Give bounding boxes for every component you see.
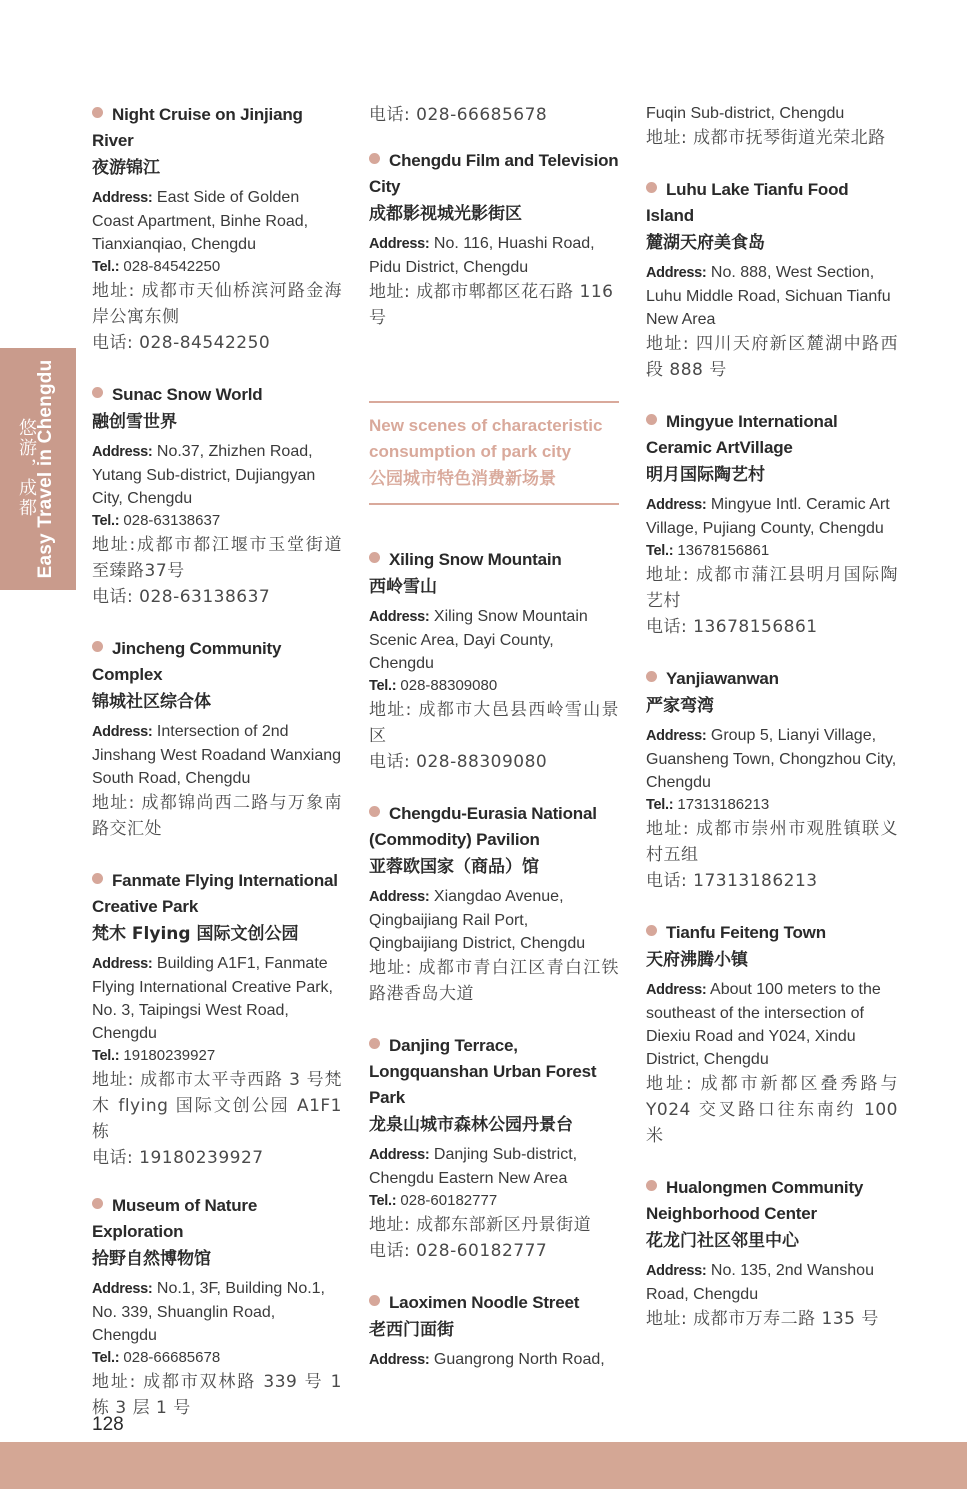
entry-title: Yanjiawanwan — [646, 666, 898, 692]
entry-tianfu-feiteng — [646, 920, 898, 1149]
entry-title-zh: 融创雪世界 — [92, 412, 177, 432]
entry-title: Luhu Lake Tianfu Food Island — [646, 180, 849, 225]
entry-address-zh: 地址: 成都东部新区丹景街道 — [369, 1215, 592, 1235]
entry-address: Address: Xiangdao Avenue, Qingbaijiang Rail Port, Qingbaijiang District, Chengdu — [369, 888, 586, 952]
entry-address: Address: Intersection of 2nd Jinshang West Roadand Wanxiang South Road, Chengdu — [92, 723, 342, 787]
entry-address: Address: No. 135, 2nd Wanshou Road, Chengdu — [646, 1262, 874, 1303]
entry-mingyue-ceramic — [646, 409, 898, 640]
bullet-icon — [646, 671, 657, 682]
bullet-icon — [646, 414, 657, 425]
entry-address-zh: 地址: 四川天府新区麓湖中路西段 888 号 — [646, 334, 898, 380]
entry-tel: Tel.: 17313186213 — [646, 796, 770, 813]
entry-address-zh: 地址: 成都市双林路 339 号 1 栋 3 层 1 号 — [92, 1372, 342, 1418]
entry-phone-zh: 电话: 028-88309080 — [369, 752, 548, 772]
entry-title-zh: 亚蓉欧国家（商品）馆 — [369, 857, 539, 877]
entry-title: Museum of Nature Exploration — [92, 1196, 258, 1241]
entry-address: Address: Mingyue Intl. Ceramic Art Village, Pujiang County, Chengdu — [646, 496, 890, 537]
entry-phone-zh: 电话: 19180239927 — [92, 1148, 264, 1168]
entry-address-zh: 地址: 成都市大邑县西岭雪山景区 — [369, 700, 619, 746]
entry-address-zh: 地址: 成都市新都区叠秀路与 Y024 交叉路口往东南约 100 米 — [646, 1074, 898, 1146]
entry-title: Danjing Terrace, Longquanshan Urban Forest Park — [369, 1036, 597, 1107]
entry-address-zh: 地址: 成都市青白江区青白江铁路港香岛大道 — [369, 958, 619, 1004]
entry-night-cruise — [92, 102, 342, 356]
entry-title-zh: 龙泉山城市森林公园丹景台 — [369, 1115, 573, 1135]
bullet-icon — [92, 387, 103, 398]
continued-address: Fuqin Sub-district, Chengdu — [646, 105, 845, 122]
entry-title-zh: 麓湖天府美食岛 — [646, 233, 765, 253]
entry-xiling-snow — [369, 547, 619, 775]
entry-title: Chengdu Film and Television City — [369, 151, 619, 196]
entry-luhu-food-island — [646, 177, 898, 383]
continued-address-zh: 地址: 成都市抚琴街道光荣北路 — [646, 128, 886, 148]
side-tab-en: Easy Travel in Chengdu — [35, 359, 56, 579]
entry-address: Address: No. 888, West Section, Luhu Middle Road, Sichuan Tianfu New Area — [646, 264, 891, 328]
bullet-icon — [369, 552, 380, 563]
entry-title-zh: 严家弯湾 — [646, 696, 714, 716]
side-tab — [0, 348, 76, 590]
bullet-icon — [92, 873, 103, 884]
entry-danjing-terrace — [369, 1033, 619, 1264]
bullet-icon — [646, 925, 657, 936]
column-2 — [369, 102, 619, 1392]
entry-tel: Tel.: 028-84542250 — [92, 258, 221, 275]
entry-title: Night Cruise on Jinjiang River — [92, 105, 303, 150]
entry-title-zh: 夜游锦江 — [92, 158, 160, 178]
entry-phone-zh: 电话: 17313186213 — [646, 871, 818, 891]
entry-title: Tianfu Feiteng Town — [646, 920, 898, 946]
entry-title-zh: 天府沸腾小镇 — [646, 950, 748, 970]
entry-tel: Tel.: 028-66685678 — [92, 1349, 221, 1366]
entry-phone-zh: 电话: 028-63138637 — [92, 587, 271, 607]
entry-tel: Tel.: 13678156861 — [646, 542, 770, 559]
entry-title-zh: 锦城社区综合体 — [92, 692, 211, 712]
entry-address-zh: 地址: 成都市郫都区花石路 116 号 — [369, 282, 614, 328]
entry-museum-nature — [92, 1193, 342, 1421]
entry-title: Fanmate Flying International Creative Park — [92, 871, 338, 916]
bullet-icon — [92, 1198, 103, 1209]
entry-title-zh: 明月国际陶艺村 — [646, 465, 765, 485]
section-heading — [369, 401, 619, 505]
continued-phone-zh: 电话: 028-66685678 — [369, 105, 548, 125]
entry-yanjiawanwan — [646, 666, 898, 894]
entry-title-zh: 西岭雪山 — [369, 577, 437, 597]
entry-tel: Tel.: 028-63138637 — [92, 512, 221, 529]
section-heading-en: New scenes of characteristic consumption of park city — [369, 416, 603, 461]
page-number: 128 — [92, 1414, 124, 1435]
entry-title: Sunac Snow World — [92, 382, 342, 408]
entry-title-zh: 梵木 Flying 国际文创公园 — [92, 924, 299, 944]
column-3 — [646, 102, 898, 1352]
entry-address-zh: 地址: 成都市天仙桥滨河路金海岸公寓东侧 — [92, 281, 342, 327]
entry-tel: Tel.: 028-60182777 — [369, 1192, 498, 1209]
bullet-icon — [369, 806, 380, 817]
entry-address-zh: 地址: 成都市万寿二路 135 号 — [646, 1309, 879, 1329]
entry-title-zh: 成都影视城光影街区 — [369, 204, 522, 224]
entry-title-zh: 老西门面街 — [369, 1320, 454, 1340]
entry-address-zh: 地址: 成都市太平寺西路 3 号梵木 flying 国际文创公园 A1F1 栋 — [92, 1070, 342, 1142]
entry-phone-zh: 电话: 13678156861 — [646, 617, 818, 637]
entry-phone-zh: 电话: 028-84542250 — [92, 333, 271, 353]
entry-address: Address: East Side of Golden Coast Apartment, Binhe Road, Tianxianqiao, Chengdu — [92, 189, 309, 253]
entry-eurasia-pavilion — [369, 801, 619, 1007]
footer-bar — [0, 1442, 967, 1489]
entry-title-zh: 拾野自然博物馆 — [92, 1249, 211, 1269]
entry-hualongmen-center — [646, 1175, 898, 1332]
entry-address: Address: Danjing Sub-district, Chengdu Eastern New Area — [369, 1146, 578, 1187]
entry-address-zh: 地址: 成都锦尚西二路与万象南路交汇处 — [92, 793, 342, 839]
entry-address: Address: No. 116, Huashi Road, Pidu District, Chengdu — [369, 235, 595, 276]
bullet-icon — [369, 153, 380, 164]
entry-address-zh: 地址:成都市都江堰市玉堂街道至臻路37号 — [92, 535, 342, 581]
entry-fanmate-flying — [92, 868, 342, 1171]
entry-jincheng-complex — [92, 636, 342, 842]
entry-tel: Tel.: 19180239927 — [92, 1047, 216, 1064]
entry-address: Address: Building A1F1, Fanmate Flying International Creative Park, No. 3, Taipingsi West Road, Chengdu — [92, 955, 333, 1042]
entry-title: Hualongmen Community Neighborhood Center — [646, 1178, 864, 1223]
entry-address: Address: Guangrong North Road, — [369, 1351, 605, 1368]
bullet-icon — [92, 641, 103, 652]
entry-title: Laoximen Noodle Street — [369, 1290, 619, 1316]
entry-address: Address: About 100 meters to the southeast of the intersection of Diexiu Road and Y024, Xindu District, Chengdu — [646, 981, 881, 1068]
section-heading-zh: 公园城市特色消费新场景 — [369, 469, 556, 489]
bullet-icon — [369, 1295, 380, 1306]
entry-sunac-snow-world — [92, 382, 342, 610]
entry-address-zh: 地址: 成都市蒲江县明月国际陶艺村 — [646, 565, 898, 611]
entry-title-zh: 花龙门社区邻里中心 — [646, 1231, 799, 1251]
entry-phone-zh: 电话: 028-60182777 — [369, 1241, 548, 1261]
entry-title: Jincheng Community Complex — [92, 639, 282, 684]
entry-address-zh: 地址: 成都市崇州市观胜镇联义村五组 — [646, 819, 898, 865]
entry-laoximen-noodle — [369, 1290, 619, 1372]
bullet-icon — [646, 1180, 657, 1191]
entry-address: Address: Xiling Snow Mountain Scenic Area, Dayi County, Chengdu — [369, 608, 588, 672]
bullet-icon — [92, 107, 103, 118]
column-1 — [92, 102, 342, 1441]
entry-film-tv-city — [369, 148, 619, 331]
entry-address: Address: No.1, 3F, Building No.1, No. 339, Shuanglin Road, Chengdu — [92, 1280, 325, 1344]
bullet-icon — [369, 1038, 380, 1049]
entry-tel: Tel.: 028-88309080 — [369, 677, 498, 694]
entry-title: Mingyue International Ceramic ArtVillage — [646, 412, 838, 457]
entry-address: Address: Group 5, Lianyi Village, Guansheng Town, Chongzhou City, Chengdu — [646, 727, 897, 791]
bullet-icon — [646, 182, 657, 193]
entry-address: Address: No.37, Zhizhen Road, Yutang Sub-district, Dujiangyan City, Chengdu — [92, 443, 316, 507]
entry-title: Xiling Snow Mountain — [369, 547, 619, 573]
entry-title: Chengdu-Eurasia National (Commodity) Pavilion — [369, 804, 597, 849]
side-tab-zh: 悠游，成都 — [16, 418, 37, 518]
